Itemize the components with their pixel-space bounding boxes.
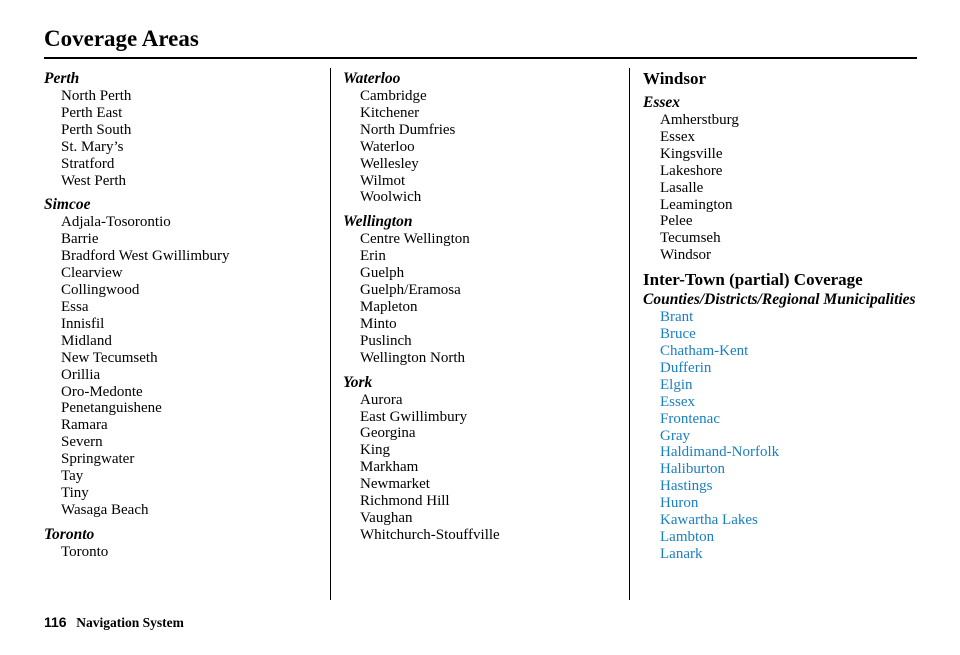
list-item: Tay [61,468,84,485]
list-item: Severn [61,434,103,451]
coverage-link[interactable]: Frontenac [660,410,720,427]
section-heading: Toronto [44,525,95,543]
coverage-link[interactable]: Brant [660,309,694,326]
list-item: North Dumfries [360,121,456,138]
list-item: Stratford [61,155,115,172]
list-item: Tiny [61,484,89,501]
coverage-link[interactable]: Gray [660,427,690,444]
coverage-link[interactable]: Lanark [660,545,703,562]
list-item: Richmond Hill [360,493,450,510]
list-item: Leamington [660,196,733,213]
municipality-list [44,88,324,189]
list-item: Waterloo [360,138,415,155]
list-item: Markham [360,459,419,476]
coverage-link[interactable]: Huron [660,495,699,512]
coverage-link[interactable]: Bruce [660,326,696,343]
list-item: West Perth [61,172,127,189]
footer-label: Navigation System [76,615,184,630]
list-item: Barrie [61,231,99,248]
list-item: Lasalle [660,179,704,196]
list-item: Erin [360,248,386,265]
section-wellington [343,212,623,366]
list-item: Amherstburg [660,112,739,128]
list-item: Orillia [61,366,101,383]
section-toronto [44,525,324,561]
inter-town-link-list[interactable] [643,309,943,563]
section-heading-essex: Essex [643,94,681,111]
municipality-list [343,392,623,544]
windsor-section [643,69,943,264]
inter-town-section [643,270,943,563]
municipality-list [44,214,324,518]
section-heading: York [343,373,373,391]
list-item: King [360,442,390,459]
list-item: Adjala-Tosorontio [61,214,171,231]
municipality-list [343,231,623,366]
section-heading: Wellington [343,213,413,231]
list-item: North Perth [61,88,132,104]
list-item: Windsor [660,247,712,264]
list-item: Midland [61,332,112,349]
list-item: Kingsville [660,145,723,162]
section-perth [44,69,324,189]
list-item: Perth South [61,121,132,138]
column-divider [629,68,630,600]
municipality-list [44,544,324,561]
list-item: Collingwood [61,282,140,299]
column-3 [643,69,943,569]
list-item: Vaughan [360,509,413,526]
page-number: 116 [44,614,67,630]
coverage-link[interactable]: Essex [660,393,695,410]
list-item: Cambridge [360,88,427,104]
inter-town-subheading: Counties/Districts/Regional Municipalities [643,291,916,309]
municipality-list [343,88,623,206]
list-item: Perth East [61,104,123,121]
list-item: Wilmot [360,172,406,189]
list-item: Penetanguishene [61,400,162,417]
windsor-list [643,112,943,264]
list-item: Springwater [61,451,135,468]
title-rule [44,57,917,59]
list-item: Wellington North [360,349,466,366]
page-footer [44,613,184,632]
section-waterloo [343,69,623,206]
section-heading: Waterloo [343,70,401,87]
coverage-link[interactable]: Kawartha Lakes [660,512,758,529]
list-item: Minto [360,315,397,332]
page-title: Coverage Areas [44,26,199,51]
list-item: Ramara [61,417,108,434]
list-item: Bradford West Gwillimbury [61,248,230,265]
coverage-link[interactable]: Haliburton [660,461,725,478]
list-item: Wasaga Beach [61,501,149,518]
list-item: Whitchurch-Stouffville [360,526,500,543]
windsor-title: Windsor [643,69,706,88]
list-item: Guelph/Eramosa [360,282,461,299]
list-item: New Tecumseth [61,349,158,366]
list-item: Innisfil [61,315,105,332]
list-item: Mapleton [360,298,418,315]
list-item: Georgina [360,425,416,442]
section-heading: Perth [44,70,80,87]
list-item: Oro-Medonte [61,383,143,400]
list-item: East Gwillimbury [360,408,468,425]
section-heading: Simcoe [44,196,91,214]
coverage-link[interactable]: Hastings [660,478,713,495]
list-item: Kitchener [360,104,420,121]
coverage-link[interactable]: Haldimand-Norfolk [660,444,780,461]
list-item: Woolwich [360,189,422,206]
list-item: Toronto [61,543,109,560]
coverage-link[interactable]: Chatham-Kent [660,342,749,359]
coverage-link[interactable]: Lambton [660,528,715,545]
list-item: Pelee [660,213,693,230]
list-item: Tecumseh [660,230,721,247]
list-item: Centre Wellington [360,231,470,248]
list-item: Essex [660,128,695,145]
section-york [343,373,623,544]
section-simcoe [44,195,324,518]
column-2 [343,69,623,550]
list-item: Lakeshore [660,162,723,179]
list-item: Aurora [360,391,403,408]
column-divider [330,68,331,600]
inter-town-title: Inter-Town (partial) Coverage [643,270,863,290]
list-item: Puslinch [360,332,412,349]
list-item: Wellesley [360,155,419,172]
list-item: Clearview [61,265,123,282]
coverage-link[interactable]: Dufferin [660,359,712,376]
list-item: St. Mary’s [61,138,124,155]
coverage-link[interactable]: Elgin [660,376,693,393]
list-item: Newmarket [360,476,430,493]
list-item: Guelph [360,265,405,282]
column-1 [44,69,324,567]
list-item: Essa [61,298,89,315]
